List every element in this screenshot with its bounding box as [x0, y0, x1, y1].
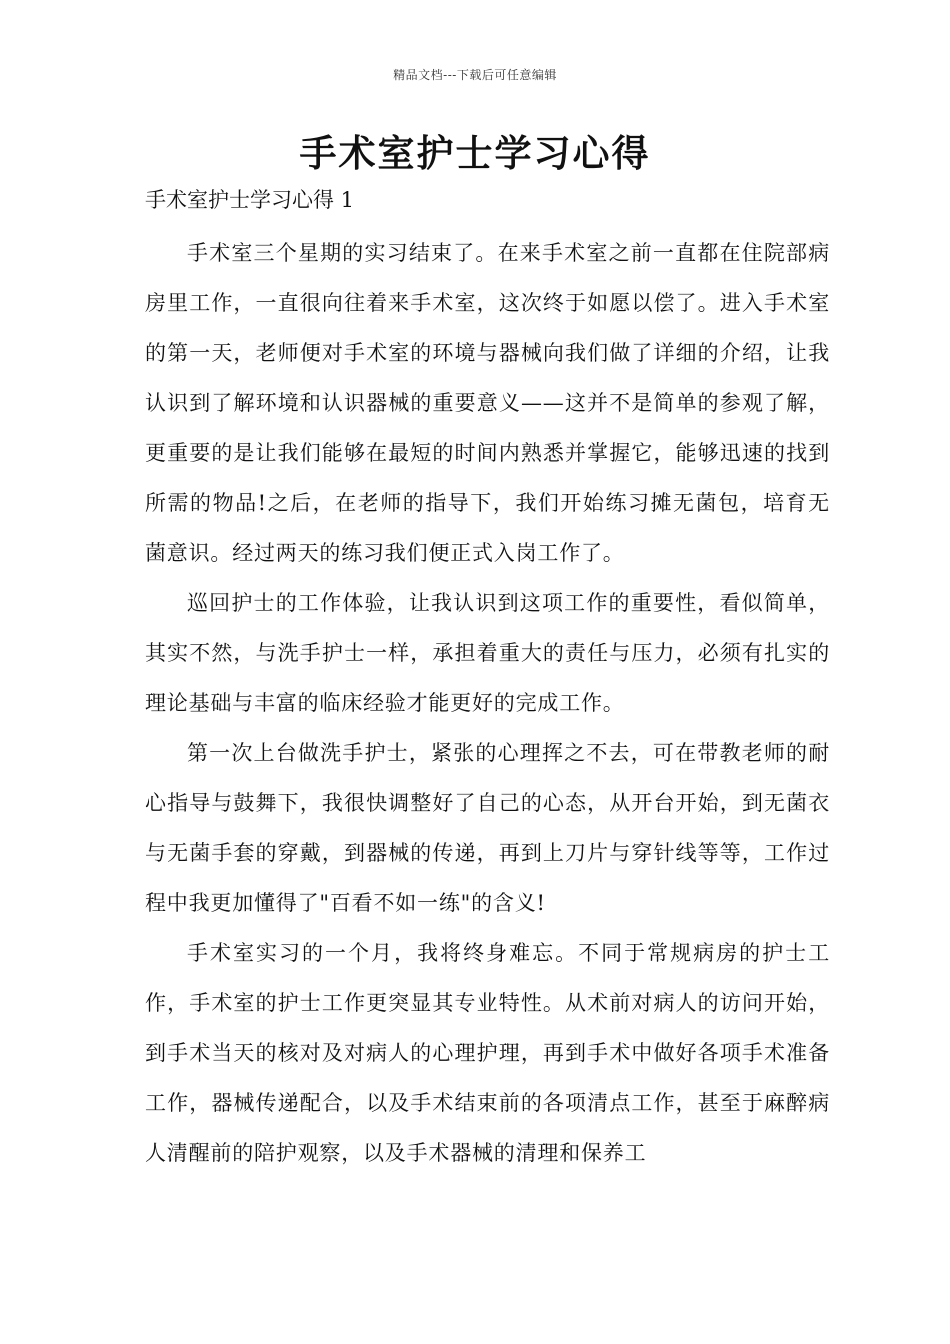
paragraph-1: 手术室三个星期的实习结束了。在来手术室之前一直都在住院部病房里工作，一直很向往着来手术室，这次终于如愿以偿了。进入手术室的第一天，老师便对手术室的环境与器械向我们做了详细的介绍，让我认识到了解环境和认识器械的重要意义——这并不是简单的参观了解，更重要的是让我们能够在最短的时间内熟悉并掌握它，能够迅速的找到所需的物品!之后，在老师的指导下，我们开始练习摊无菌包，培育无菌意识。经过两天的练习我们便正式入岗工作了。: [145, 241, 830, 565]
page-header-watermark: 精品文档---下载后可任意编辑: [393, 68, 557, 82]
section-heading: 手术室护士学习心得 1: [145, 188, 355, 212]
paragraph-4: 手术室实习的一个月，我将终身难忘。不同于常规病房的护士工作，手术室的护士工作更突显其专业特性。从术前对病人的访问开始，到手术当天的核对及对病人的心理护理，再到手术中做好各项手术准备工作，器械传递配合，以及手术结束前的各项清点工作，甚至于麻醉病人清醒前的陪护观察，以及手术器械的清理和保养工: [145, 941, 830, 1165]
paragraph-3: 第一次上台做洗手护士，紧张的心理挥之不去，可在带教老师的耐心指导与鼓舞下，我很快调整好了自己的心态，从开台开始，到无菌衣与无菌手套的穿戴，到器械的传递，再到上刀片与穿针线等等，工作过程中我更加懂得了"百看不如一练"的含义!: [145, 741, 830, 915]
document-body: [145, 184, 830, 1178]
document-title: 手术室护士学习心得: [299, 131, 651, 175]
paragraph-2: 巡回护士的工作体验，让我认识到这项工作的重要性，看似简单，其实不然，与洗手护士一样，承担着重大的责任与压力，必须有扎实的理论基础与丰富的临床经验才能更好的完成工作。: [145, 591, 830, 715]
